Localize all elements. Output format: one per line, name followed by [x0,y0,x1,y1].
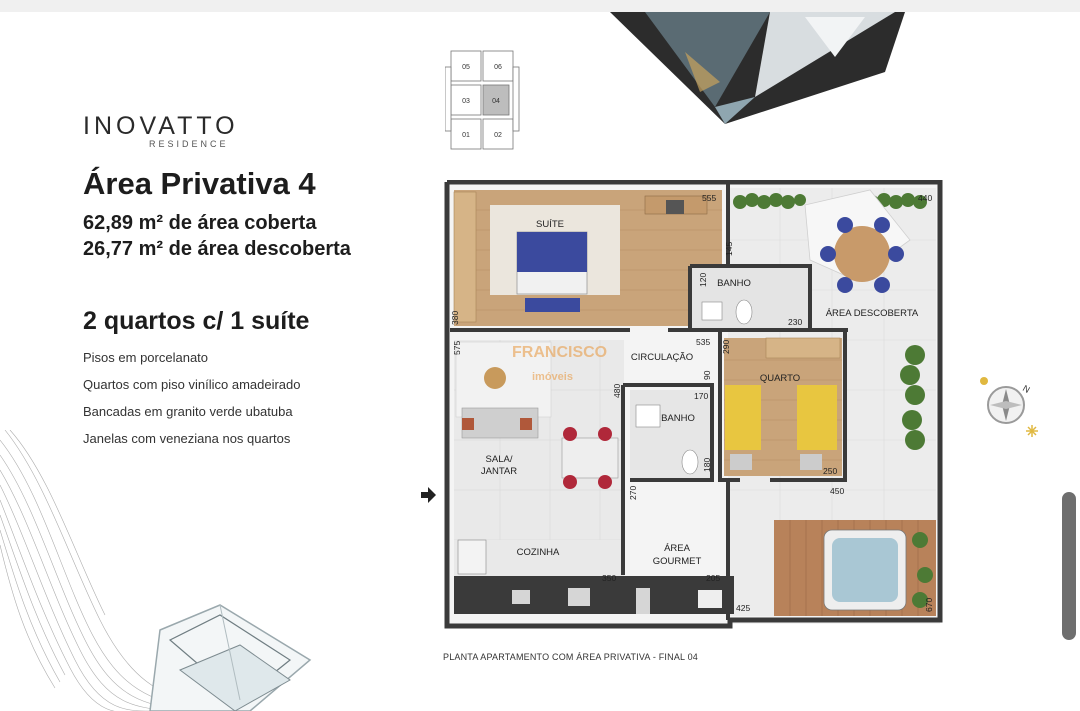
feature-item: Quartos com piso vinílico amadeirado [83,377,301,392]
compass-icon [976,375,1046,445]
uncovered-area: 26,77 m² de área descoberta [83,238,351,260]
unit-label: 02 [494,132,502,139]
unit-label: 03 [462,98,470,105]
scrollbar-thumb[interactable] [1062,492,1076,640]
watermark-text: FRANCISCO [512,344,608,361]
feature-item: Pisos em porcelanato [83,350,209,365]
dimension-label: 380 [450,310,460,325]
dimension-label: 535 [696,337,711,347]
dimension-label: 575 [452,340,462,355]
svg-text:N: N [1021,383,1032,395]
dimension-label: 425 [736,603,751,613]
room-label-circulacao: CIRCULAÇÃO [630,352,694,363]
crystal-decoration-top [605,12,905,127]
brand-sub: RESIDENCE [149,139,229,149]
key-plan [445,47,520,152]
dimension-label: 450 [830,486,845,496]
unit-label: 01 [462,132,470,139]
dimension-label: 480 [612,383,622,398]
dimension-label: 120 [698,272,708,287]
dimension-label: 555 [702,193,717,203]
room-label-area-descoberta: ÁREA DESCOBERTA [825,308,919,319]
dimension-label: 440 [918,193,933,203]
room-label-sala-1: SALA/ [485,454,513,465]
unit-label: 06 [494,64,502,71]
dimension-label: 250 [823,466,838,476]
room-label-gourmet-2: GOURMET [652,556,702,567]
unit-label: 05 [462,64,470,71]
dimension-label: 145 [724,241,734,256]
room-label-gourmet-1: ÁREA [664,543,690,554]
page-title: Área Privativa 4 [83,166,316,201]
room-label-banho-1: BANHO [717,278,751,289]
dimension-label: 670 [924,597,934,612]
dimension-label: 90 [702,370,712,380]
feature-item: Bancadas em granito verde ubatuba [83,404,293,419]
dimension-label: 205 [706,573,721,583]
plan-caption: PLANTA APARTAMENTO COM ÁREA PRIVATIVA - FINAL 04 [443,652,698,662]
feature-item: Janelas com veneziana nos quartos [83,431,291,446]
room-label-suite: SUÍTE [536,219,564,230]
dimension-label: 350 [602,573,617,583]
top-bar [0,0,1080,12]
room-label-cozinha: COZINHA [516,547,560,558]
room-label-quarto: QUARTO [759,373,801,384]
floor-plan [440,180,945,630]
watermark-text: imóveis [532,371,573,383]
room-label-sala-2: JANTAR [480,466,518,477]
room-label-banho-2: BANHO [661,413,695,424]
dimension-label: 290 [721,339,731,354]
brand-name: INOVATTO [83,112,239,140]
dimension-label: 170 [694,391,709,401]
dimension-label: 180 [702,457,712,472]
rooms-headline: 2 quartos c/ 1 suíte [83,307,310,335]
crystal-decoration-bottom [140,600,320,711]
entrance-arrow-icon [421,486,437,504]
brand-logo [83,112,239,149]
dimension-label: 270 [628,485,638,500]
dimension-label: 230 [788,317,803,327]
unit-label: 04 [492,98,500,105]
covered-area: 62,89 m² de área coberta [83,212,317,234]
features-list [83,350,301,458]
